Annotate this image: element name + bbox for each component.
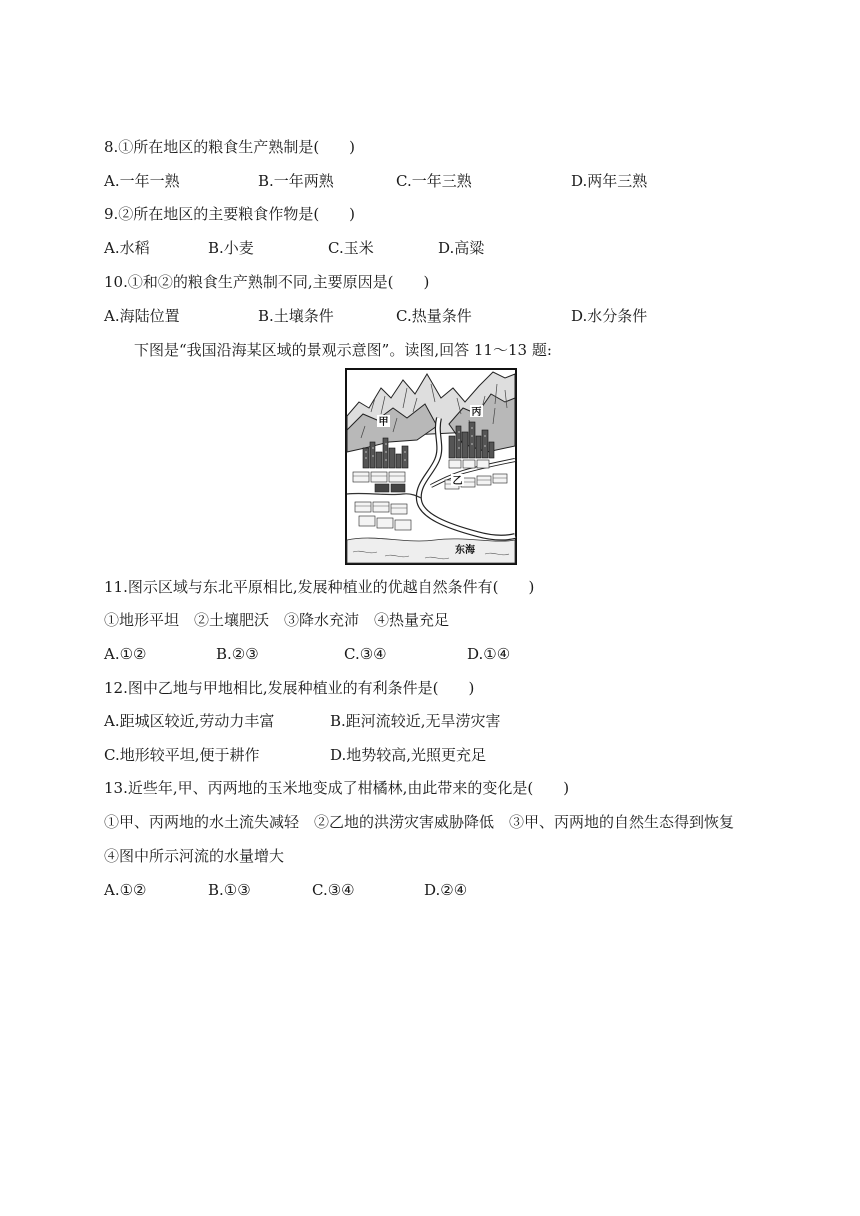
question-10-stem: 10.①和②的粮食生产熟制不同,主要原因是( ): [104, 273, 430, 291]
label-east-sea: 东海: [455, 545, 475, 556]
question-12-option-c: C.地形较平坦,便于耕作: [104, 746, 260, 764]
question-8-option-d: D.两年三熟: [571, 172, 648, 190]
question-8-option-b: B.一年两熟: [258, 172, 334, 190]
question-9-option-d: D.高粱: [438, 239, 485, 257]
question-12-option-a: A.距城区较近,劳动力丰富: [104, 712, 275, 730]
question-9-stem: 9.②所在地区的主要粮食作物是( ): [104, 205, 356, 223]
question-11-option-a: A.①②: [104, 645, 147, 663]
question-13-option-c: C.③④: [312, 881, 355, 899]
question-11-option-d: D.①④: [467, 645, 511, 663]
question-13-option-b: B.①③: [208, 881, 251, 899]
question-11-stem: 11.图示区域与东北平原相比,发展种植业的优越自然条件有( ): [104, 578, 535, 596]
landscape-figure: [345, 368, 517, 565]
question-9-option-b: B.小麦: [208, 239, 254, 257]
question-13-stem: 13.近些年,甲、丙两地的玉米地变成了柑橘林,由此带来的变化是( ): [104, 779, 570, 797]
question-10-option-d: D.水分条件: [571, 307, 648, 325]
label-yi: 乙: [452, 476, 463, 487]
question-12-option-b: B.距河流较近,无旱涝灾害: [330, 712, 501, 730]
figure-sea: [347, 538, 515, 563]
question-11-statements: ①地形平坦 ②土壤肥沃 ③降水充沛 ④热量充足: [104, 611, 450, 629]
question-13-option-d: D.②④: [424, 881, 468, 899]
question-13-option-a: A.①②: [104, 881, 147, 899]
question-10-option-c: C.热量条件: [396, 307, 472, 325]
question-13-statements-line-1: ①甲、丙两地的水土流失减轻 ②乙地的洪涝灾害威胁降低 ③甲、丙两地的自然生态得到恢复: [104, 813, 735, 831]
question-8-option-c: C.一年三熟: [396, 172, 472, 190]
question-9-option-a: A.水稻: [104, 239, 150, 257]
label-bing: 丙: [471, 407, 482, 418]
question-10-option-b: B.土壤条件: [258, 307, 334, 325]
question-8-stem: 8.①所在地区的粮食生产熟制是( ): [104, 138, 356, 156]
label-jia: 甲: [378, 417, 389, 428]
question-12-option-d: D.地势较高,光照更充足: [330, 746, 487, 764]
question-11-option-b: B.②③: [216, 645, 259, 663]
question-8-option-a: A.一年一熟: [104, 172, 180, 190]
question-10-option-a: A.海陆位置: [104, 307, 180, 325]
question-9-option-c: C.玉米: [328, 239, 374, 257]
question-13-statements-line-2: ④图中所示河流的水量增大: [104, 847, 285, 865]
figure-intro: 下图是“我国沿海某区域的景观示意图”。读图,回答 11～13 题:: [134, 341, 552, 359]
question-12-stem: 12.图中乙地与甲地相比,发展种植业的有利条件是( ): [104, 679, 475, 697]
landscape-illustration: [345, 368, 517, 565]
question-11-option-c: C.③④: [344, 645, 387, 663]
